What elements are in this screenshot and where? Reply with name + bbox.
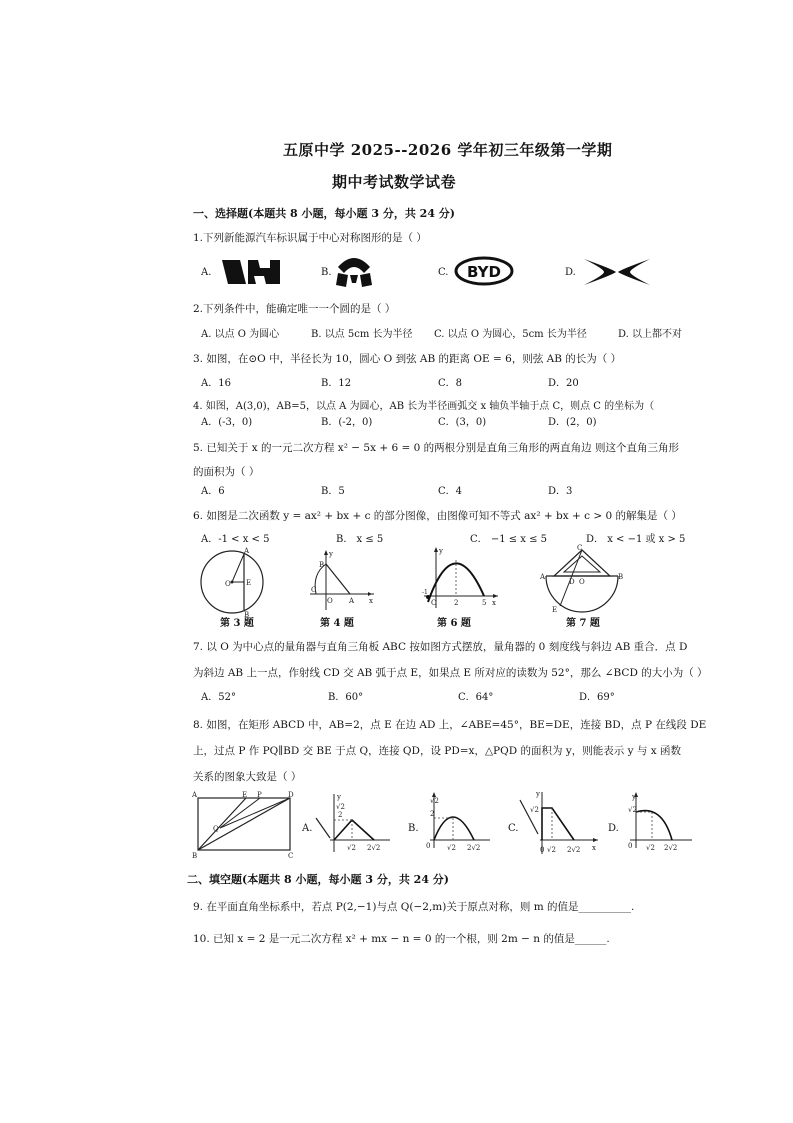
exam-subtitle: 期中考试数学试卷 [332, 173, 457, 191]
fig6-label-2: 2 [454, 599, 459, 607]
question-4-stem: 4. 如图，A(3,0)，AB=5，以点 A 为圆心，AB 长为半径画弧交 x 轴负半轴于点 C，则点 C 的坐标为（ [193, 401, 655, 412]
fig8-label-p: P [257, 791, 262, 799]
graph-c-tick1: √2 [547, 846, 556, 854]
q8-option-d-label: D. [608, 823, 619, 834]
fig4-label-b: B [319, 561, 325, 569]
question-10-stem: 10. 已知 x = 2 是一元二次方程 x² + mx − n = 0 的一个根，则 2m − n 的值是______. [193, 933, 610, 945]
fig3-label-o: O [225, 580, 231, 588]
logo-a-icon [220, 256, 282, 286]
q3-option-d: D．20 [548, 378, 579, 389]
q7-option-a: A．52° [201, 692, 236, 703]
graph-b-half: 2 [430, 810, 435, 818]
fig8-label-q: Q [213, 825, 219, 833]
fig7-label-a: A [540, 573, 546, 581]
figure-q7-protractor [540, 546, 624, 614]
fig7-label-b: B [618, 573, 624, 581]
q1-option-d-label: D. [565, 267, 576, 278]
q7-option-b: B．60° [328, 692, 364, 703]
fig8-label-c: C [288, 852, 294, 860]
q5-option-b: B．5 [321, 486, 345, 497]
question-3-stem: 3. 如图，在⊙O 中，半径长为 10，圆心 O 到弦 AB 的距离 OE = 6，则弦 AB 的长为（ ） [193, 353, 622, 365]
q7-option-c: C．64° [458, 692, 494, 703]
q3-option-c: C．8 [438, 378, 463, 389]
fig3-label-a: A [244, 547, 250, 555]
fig6-label-5: 5 [482, 599, 487, 607]
q2-option-b: B. 以点 5cm 长为半径 [311, 329, 413, 340]
fig4-label-c: C [311, 586, 317, 594]
fig3-label-e: E [246, 579, 252, 587]
q6-option-d: D． x < −1 或 x > 5 [586, 534, 686, 545]
graph-d-tick2: 2√2 [664, 844, 678, 852]
q3-option-a: A．16 [201, 378, 231, 389]
graph-c-root: √2 [530, 806, 539, 814]
graph-d-y: y [632, 793, 636, 801]
exam-title: 五原中学 2025--2026 学年初三年级第一学期 [283, 141, 613, 159]
q2-option-a: A. 以点 O 为圆心 [201, 329, 280, 340]
question-6-stem: 6. 如图是二次函数 y = ax² + bx + c 的部分图像，由图像可知不等式 ax² + bx + c > 0 的解集是（ ） [193, 510, 682, 522]
q6-option-b: B． x ≤ 5 [336, 534, 384, 545]
question-8-line3: 关系的图象大致是（ ） [193, 771, 302, 783]
fig3-label-b: B [244, 611, 250, 619]
figure-q4-coordinate [306, 548, 376, 614]
question-7-line2: 为斜边 AB 上一点，作射线 CD 交 AB 弧于点 E，如果点 E 所对应的读数为 52°，那么 ∠BCD 的大小为（ ） [193, 667, 708, 679]
question-7-line1: 7. 以 O 为中心点的量角器与直角三角板 ABC 按如图方式摆放，量角器的 0 刻度线与斜边 AB 重合．点 D [193, 641, 688, 653]
logo-c-text: BYD [467, 263, 501, 281]
q4-option-c: C．(3，0) [438, 417, 487, 428]
graph-a-y: y [337, 793, 341, 801]
figure-caption-q3: 第 3 题 [220, 618, 254, 629]
graph-b-tick2: 2√2 [467, 844, 481, 852]
graph-a-tick1: √2 [347, 844, 356, 852]
figure-q8-rectangle [190, 792, 296, 860]
question-8-line1: 8. 如图，在矩形 ABCD 中，AB=2，点 E 在边 AD 上，∠ABE=45°，BE=DE，连接 BD，点 P 在线段 DE [193, 719, 707, 731]
fig7-label-c: C [577, 544, 583, 552]
section-heading-choice: 一、选择题(本题共 8 小题，每小题 3 分，共 24 分) [193, 207, 456, 220]
fig6-label-y: y [439, 547, 443, 555]
q8-option-c-label: C. [508, 823, 519, 834]
graph-b-tick1: √2 [447, 844, 456, 852]
fig4-label-a: A [349, 597, 355, 605]
fig7-label-e: E [552, 606, 558, 614]
q1-option-b-label: B. [321, 267, 332, 278]
graph-c-y: y [536, 790, 540, 798]
section-heading-fill: 二、填空题(本题共 8 小题，每小题 3 分，共 24 分) [187, 873, 450, 886]
graph-c-origin: 0 [540, 846, 545, 854]
fig8-label-b: B [192, 852, 198, 860]
figure-caption-q6: 第 6 题 [437, 618, 471, 629]
figure-caption-q7: 第 7 题 [566, 618, 600, 629]
logo-b-icon [334, 251, 374, 289]
fig6-label-minus1: -1 [422, 589, 428, 596]
q8-graph-a [312, 790, 392, 860]
figure-caption-q4: 第 4 题 [320, 618, 354, 629]
q5-option-c: C．4 [438, 486, 463, 497]
question-5-stem-line2: 的面积为（ ） [193, 466, 260, 478]
q4-option-b: B．(-2，0) [321, 417, 373, 428]
q7-option-d: D．69° [579, 692, 615, 703]
q8-option-b-label: B. [408, 823, 419, 834]
fig4-label-o: O [327, 597, 333, 605]
question-2-stem: 2.下列条件中，能确定唯一一个圆的是（ ） [193, 303, 396, 315]
q2-option-d: D. 以上都不对 [618, 329, 683, 340]
logo-c-icon [454, 256, 514, 286]
q1-option-c-label: C. [438, 267, 449, 278]
figure-q6-parabola [422, 546, 502, 612]
question-9-stem: 9. 在平面直角坐标系中，若点 P(2,−1)与点 Q(−2,m)关于原点对称，则 m 的值是__________. [193, 901, 635, 913]
graph-a-half: 2 [338, 811, 343, 819]
q5-option-d: D．3 [548, 486, 573, 497]
graph-c-x: x [592, 844, 596, 852]
graph-d-tick1: √2 [646, 844, 655, 852]
logo-d-icon [582, 257, 652, 287]
question-5-stem-line1: 5. 已知关于 x 的一元二次方程 x² − 5x + 6 = 0 的两根分别是直角三角形的两直角边 则这个直角三角形 [193, 442, 679, 454]
graph-a-tick2: 2√2 [367, 844, 381, 852]
fig8-label-a: A [192, 791, 198, 799]
q2-option-c: C. 以点 O 为圆心，5cm 长为半径 [434, 329, 587, 340]
fig6-label-o: O [431, 599, 437, 607]
q8-option-a-label: A. [302, 823, 313, 834]
q5-option-a: A．6 [201, 486, 225, 497]
q3-option-b: B．12 [321, 378, 352, 389]
q6-option-a: A．-1 < x < 5 [201, 534, 270, 545]
fig7-label-o: O [579, 578, 585, 586]
graph-d-origin: 0 [628, 842, 633, 850]
fig8-label-d: D [288, 791, 294, 799]
q1-option-a-label: A. [201, 267, 212, 278]
q8-graph-b [416, 790, 496, 860]
q6-option-c: C． −1 ≤ x ≤ 5 [470, 534, 548, 545]
graph-a-root: √2 [336, 803, 345, 811]
q8-graph-c [516, 790, 600, 862]
fig7-label-d: D [569, 578, 575, 586]
fig6-label-x: x [492, 599, 496, 607]
graph-b-origin: 0 [426, 842, 431, 850]
q4-option-a: A．(-3，0) [201, 417, 253, 428]
fig8-label-e: E [242, 791, 248, 799]
graph-b-root: √2 [430, 797, 439, 805]
question-1-stem: 1.下列新能源汽车标识属于中心对称图形的是（ ） [193, 232, 427, 244]
q4-option-d: D．(2，0) [548, 417, 597, 428]
fig4-label-x: x [369, 597, 373, 605]
graph-c-tick2: 2√2 [567, 846, 581, 854]
question-8-line2: 上，过点 P 作 PQ∥BD 交 BE 于点 Q，连接 QD，设 PD=x，△PQD 的面积为 y，则能表示 y 与 x 函数 [193, 745, 681, 757]
q8-graph-d [618, 790, 698, 860]
graph-d-root: √2 [628, 806, 637, 814]
fig4-label-y: y [329, 550, 333, 558]
figure-q3-circle [198, 548, 268, 618]
